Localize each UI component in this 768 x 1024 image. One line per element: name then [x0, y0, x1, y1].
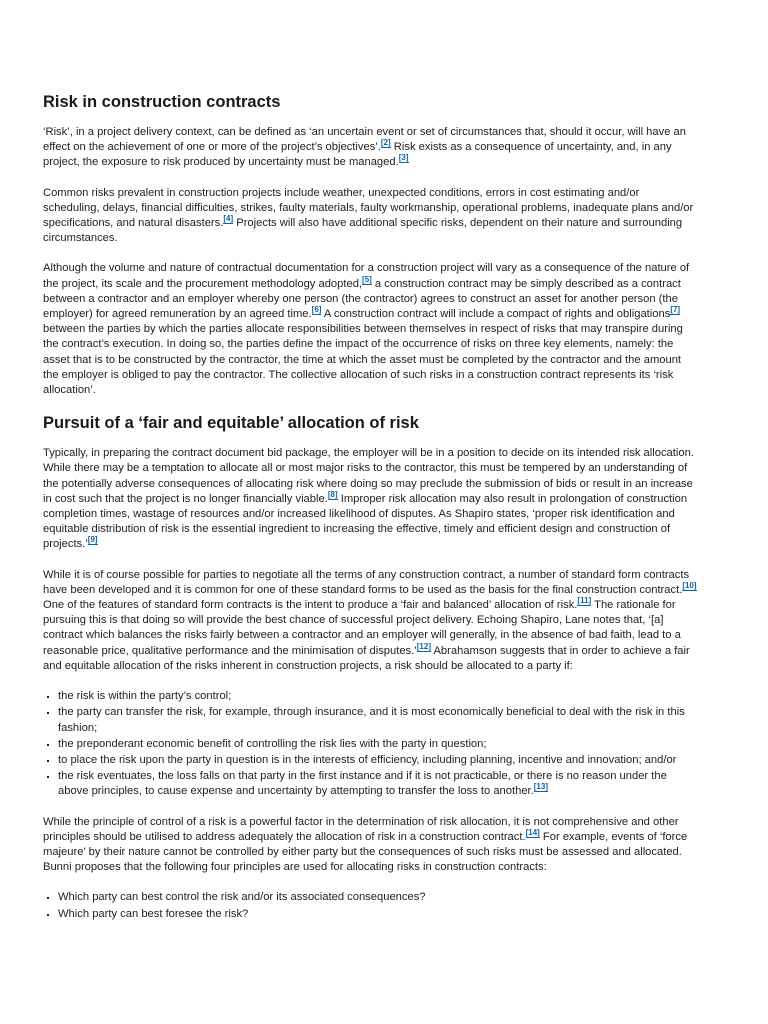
- list-item-text: Which party can best control the risk and/or its associated consequences?: [58, 891, 426, 904]
- footnote-link-11[interactable]: [11]: [577, 596, 592, 606]
- list-item: [58, 737, 699, 752]
- footnote-link-8[interactable]: [8]: [327, 489, 338, 499]
- footnote-link-14[interactable]: [14]: [525, 827, 540, 837]
- paragraph: [43, 261, 699, 398]
- paragraph: [43, 125, 699, 171]
- paragraph: [43, 186, 699, 247]
- list-item-text: to place the risk upon the party in question is in the interests of efficiency, including planning, incentive and innovation; and/or: [58, 753, 677, 766]
- bunni-principles-list: [43, 890, 699, 921]
- list-item-text: the risk eventuates, the loss falls on that party in the first instance and if it is not practicable, or there is no reason under the above principles, to cause expense and uncertainty by attempting to transfer the loss to another.: [58, 770, 667, 798]
- footnote-link-6[interactable]: [6]: [311, 305, 322, 315]
- paragraph-text: a construction contract may be simply described as a contract between a contractor and an employer whereby one person (the contractor) agrees to construct an asset for another person (the employer) for agreed remuneration by an agreed time.: [43, 277, 681, 321]
- footnote-link-10[interactable]: [10]: [682, 580, 697, 590]
- paragraph: [43, 815, 699, 876]
- footnote-link-12[interactable]: [12]: [416, 641, 431, 651]
- paragraph-text: For example, events of ‘force majeure’ by their nature cannot be controlled by either party but the consequences of such risks must be assessed and allocated. Bunni proposes that the following four principles are used for allocating risks in construction contracts:: [43, 830, 688, 874]
- footnote-link-13[interactable]: [13]: [533, 782, 548, 792]
- paragraph-text: Abrahamson suggests that in order to achieve a fair and equitable allocation of the risks inherent in construction projects, a risk should be allocated to a party if:: [43, 644, 690, 672]
- footnote-link-3[interactable]: [3]: [398, 153, 409, 163]
- list-item: [58, 907, 699, 922]
- paragraph-text: Improper risk allocation may also result in prolongation of construction completion times, wastage of resources and/or increased likelihood of disputes. As Shapiro states, ‘proper risk identification and equitable distribution of risk is the essential ingredient to increasing the effective, timely and efficient design and construction of projects.’: [43, 492, 688, 551]
- list-item-text: the preponderant economic benefit of controlling the risk lies with the party in question;: [58, 737, 487, 750]
- list-item: [58, 689, 699, 704]
- footnote-link-9[interactable]: [9]: [87, 535, 98, 545]
- paragraph-text: While the principle of control of a risk is a powerful factor in the determination of risk allocation, it is not comprehensive and other principles should be utilised to address adequately the allocation of risk in a construction contract.: [43, 815, 679, 843]
- paragraph-text: Although the volume and nature of contractual documentation for a construction project will vary as a consequence of the nature of the project, its scale and the procurement methodology adopted,: [43, 262, 690, 290]
- paragraph-text: While it is of course possible for parties to negotiate all the terms of any construction contract, a number of standard form contracts have been developed and it is common for one of these standard forms to be used as the basis for the final construction contract.: [43, 568, 690, 596]
- paragraph-text: Projects will also have additional specific risks, dependent on their nature and surrounding circumstances.: [43, 217, 683, 245]
- allocation-criteria-list: [43, 689, 699, 799]
- footnote-link-7[interactable]: [7]: [670, 305, 681, 315]
- list-item-text: the risk is within the party’s control;: [58, 690, 232, 703]
- list-item: [58, 705, 699, 735]
- paragraph-text: Common risks prevalent in construction projects include weather, unexpected conditions, errors in cost estimating and/or scheduling, delays, financial difficulties, strikes, faulty materials, faulty workmanship, operational problems, inadequate plans and/or specifications, and natural disasters.: [43, 186, 694, 230]
- paragraph-text: The rationale for pursuing this is that doing so will provide the best chance of successful project delivery. Echoing Shapiro, Lane notes that, ‘[a] contract which balances the risks fairly between a contractor and an employer will generally, in the absence of bad faith, lead to a reasonable price, qualitative performance and the minimisation of disputes.’: [43, 599, 681, 657]
- paragraph-text: Typically, in preparing the contract document bid package, the employer will be in a position to decide on its intended risk allocation. While there may be a temptation to allocate all or most major risks to the contractor, this must be tempered by an understanding of the potentially adverse consequences of allocating risk where doing so may preclude the submission of bids or result in an increase in cost such that the project is no longer financially viable.: [43, 447, 694, 505]
- paragraph-text: A construction contract will include a compact of rights and obligations: [321, 308, 671, 321]
- paragraph-text: Risk exists as a consequence of uncertainty, and, in any project, the exposure to risk produced by uncertainty must be managed.: [43, 141, 672, 169]
- footnote-link-2[interactable]: [2]: [380, 138, 391, 148]
- section-heading-fair-allocation: Pursuit of a ‘fair and equitable’ allocation of risk: [43, 414, 419, 433]
- footnote-link-4[interactable]: [4]: [223, 214, 234, 224]
- paragraph: [43, 568, 699, 674]
- footnote-link-5[interactable]: [5]: [362, 274, 372, 284]
- list-item: [58, 769, 699, 799]
- list-item: [58, 753, 699, 768]
- paragraph-text: ‘Risk’, in a project delivery context, can be defined as ‘an uncertain event or set of circumstances that, should it occur, will have an effect on the achievement of one or more of the project’s objectives’.: [43, 126, 686, 154]
- list-item: [58, 890, 699, 905]
- article: [43, 92, 699, 937]
- list-item-text: Which party can best foresee the risk?: [58, 907, 249, 920]
- section-heading-risk-in-construction-contracts: Risk in construction contracts: [43, 93, 281, 111]
- paragraph-text: between the parties by which the parties allocate responsibilities between themselves in respect of risks that may transpire during the contract’s execution. In doing so, the parties define the impact of the occurrence of risks on three key elements, namely: the asset that is to be constructed by the contractor, the time at which the asset must be completed by the contractor and the amount the employer is obliged to pay the contractor. The collective allocation of such risks in a construction contract represents its ‘risk allocation’.: [43, 323, 683, 397]
- paragraph: [43, 446, 699, 552]
- paragraph-text: One of the features of standard form contracts is the intent to produce a ‘fair and balanced’ allocation of risk.: [43, 599, 578, 612]
- list-item-text: the party can transfer the risk, for example, through insurance, and it is most economically beneficial to deal with the risk in this fashion;: [58, 706, 685, 734]
